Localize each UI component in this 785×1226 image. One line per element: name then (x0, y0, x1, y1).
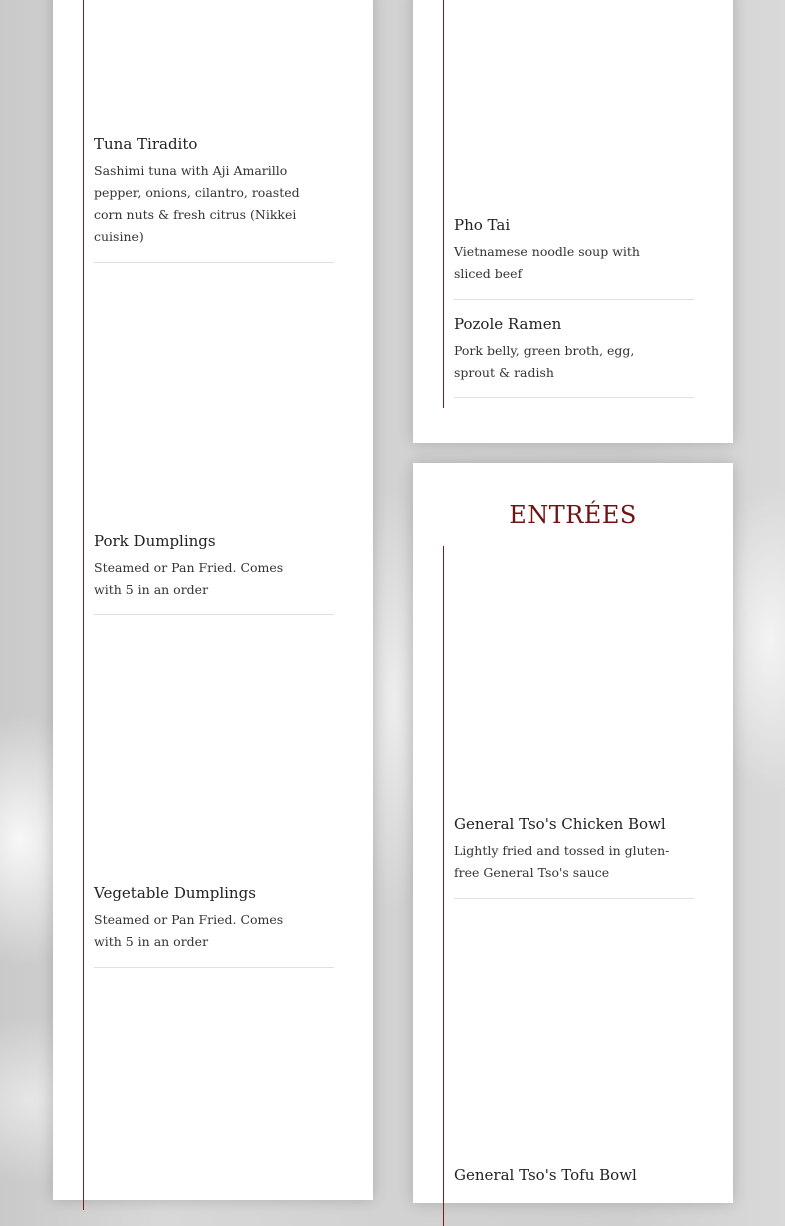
menu-item-description: Steamed or Pan Fried. Comes with 5 in an order (94, 560, 284, 597)
menu-item-name: Pozole Ramen (454, 315, 562, 333)
menu-item (94, 883, 334, 953)
accent-divider-line (83, 0, 84, 1210)
item-separator (454, 299, 694, 300)
menu-item-name: Pork Dumplings (94, 532, 216, 550)
menu-item-description: Lightly fried and tossed in gluten-free General Tso's sauce (454, 843, 670, 880)
menu-panel-right-top (413, 0, 733, 443)
menu-item (94, 531, 334, 601)
menu-item (454, 814, 694, 884)
menu-item (454, 314, 694, 384)
section-title: ENTRÉES (509, 501, 637, 529)
item-separator (94, 967, 334, 968)
menu-item-name: Tuna Tiradito (94, 135, 198, 153)
item-separator (454, 898, 694, 899)
menu-item (94, 134, 334, 248)
item-separator (94, 262, 334, 263)
accent-divider-line (443, 0, 444, 408)
menu-panel-entrees (413, 463, 733, 1203)
accent-divider-line (443, 546, 444, 1226)
item-separator (94, 614, 334, 615)
menu-item-name: General Tso's Chicken Bowl (454, 815, 666, 833)
menu-item-name: Pho Tai (454, 216, 511, 234)
menu-item-description: Steamed or Pan Fried. Comes with 5 in an order (94, 912, 284, 949)
menu-item (454, 1165, 694, 1191)
menu-item-description: Vietnamese noodle soup with sliced beef (454, 244, 640, 281)
item-separator (454, 397, 694, 398)
menu-item-description: Sashimi tuna with Aji Amarillo pepper, onions, cilantro, roasted corn nuts & fresh citrus (Nikkei cuisine) (94, 163, 300, 244)
menu-panel-left (53, 0, 373, 1200)
menu-item-name: Vegetable Dumplings (94, 884, 256, 902)
menu-item (454, 215, 694, 285)
menu-item-name: General Tso's Tofu Bowl (454, 1166, 637, 1184)
menu-item-description: Pork belly, green broth, egg, sprout & radish (454, 343, 635, 380)
